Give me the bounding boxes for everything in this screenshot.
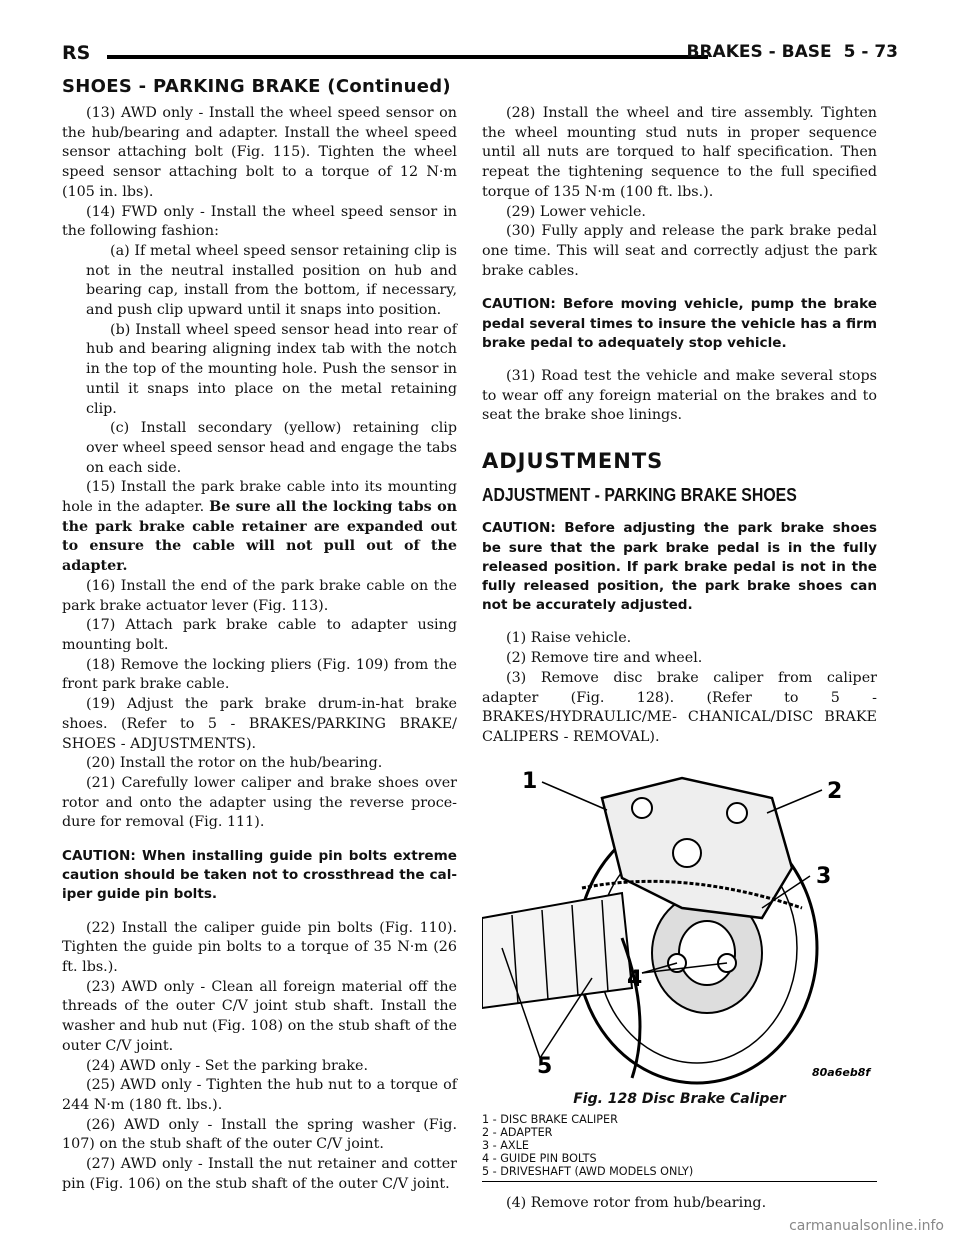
callout-1: 1 <box>522 768 538 794</box>
step-15 <box>62 478 457 577</box>
step-14: (14) FWD only - Install the wheel speed sensor in the following fashion: <box>62 203 457 240</box>
step-30: (30) Fully apply and release the park brake pedal one time. This will seat and correctly adjust the park brake cables. <box>482 223 877 279</box>
step-25: (25) AWD only - Tighten the hub nut to a torque of 244 N·m (180 ft. lbs.). <box>62 1077 457 1113</box>
header-section: BRAKES - BASE <box>686 42 832 62</box>
step-15-warning: Be sure all the locking tabs on the park brake cable retainer are expanded out to ensure the cable will not pull out of the adapter. <box>62 499 457 575</box>
step-24: (24) AWD only - Set the parking brake. <box>86 1057 369 1074</box>
step-27: (27) AWD only - Install the nut retainer and cotter pin (Fig. 106) on the stub shaft of the outer C/V joint. <box>62 1156 457 1192</box>
caution-park-brake-pedal: CAUTION: Before adjusting the park brake shoes be sure that the park brake pedal is in the fully released position. If park brake pedal is not in the fully released position, the park brake shoes can not be accurately adjusted. <box>482 520 877 614</box>
step-28: (28) Install the wheel and tire assembly. Tighten the wheel mounting stud nuts in proper sequence until all nuts are torqued to half specification. Then repeat the tightening sequence to the full specified torque of 135 N·m (100 ft. lbs.). <box>482 105 877 200</box>
page-header <box>62 40 898 70</box>
adj-step-1: (1) Raise vehicle. <box>506 630 632 647</box>
step-29: (29) Lower vehicle. <box>506 203 646 220</box>
step-16: (16) Install the end of the park brake cable on the park brake actuator lever (Fig. 113). <box>62 577 457 614</box>
section-continued-title: SHOES - PARKING BRAKE (Continued) <box>62 76 451 97</box>
step-31: (31) Road test the vehicle and make several stops to wear off any foreign material on the brakes and to seat the brake shoe linings. <box>482 367 877 424</box>
step-20: (20) Install the rotor on the hub/bearing. <box>86 755 383 772</box>
heading-adjustment-parking-brake-shoes: ADJUSTMENT - PARKING BRAKE SHOES <box>482 484 797 505</box>
heading-adjustments: ADJUSTMENTS <box>482 449 664 474</box>
figure-disc-brake-caliper <box>482 758 877 1088</box>
legend-item: 1 - DISC BRAKE CALIPER <box>482 1113 618 1127</box>
adj-step-2: (2) Remove tire and wheel. <box>506 650 703 667</box>
legend-item: 5 - DRIVESHAFT (AWD MODELS ONLY) <box>482 1165 694 1179</box>
figure-code: 80a6eb8f <box>812 1065 871 1079</box>
legend-item: 4 - GUIDE PIN BOLTS <box>482 1152 597 1166</box>
watermark: carmanualsonline.info <box>789 1218 944 1234</box>
caution-guide-pin: CAUTION: When installing guide pin bolts extreme caution should be taken not to crossthread the cal- iper guide pin bolts. <box>62 848 457 903</box>
step-23: (23) AWD only - Clean all foreign material off the threads of the outer C/V joint stub shaft. Install the washer and hub nut (Fig. 108) on the stub shaft of the outer C/V joint. <box>62 978 457 1054</box>
callout-5: 5 <box>537 1053 553 1079</box>
adj-step-3: (3) Remove disc brake caliper from caliper adapter (Fig. 128). (Refer to 5 - BRAKES/HYDRAULIC/ME- CHANICAL/DISC BRAKE CALIPERS - REMOVAL). <box>482 669 877 745</box>
step-14b: (b) Install wheel speed sensor head into rear of hub and bearing aligning index tab with the notch in the top of the mounting hole. Push the sensor in until it snaps into place on the metal retaining clip. <box>86 321 457 417</box>
step-18: (18) Remove the locking pliers (Fig. 109) from the front park brake cable. <box>62 656 457 693</box>
callout-2: 2 <box>827 778 843 804</box>
step-13: (13) AWD only - Install the wheel speed sensor on the hub/bearing and adapter. Install the wheel speed sensor attaching bolt (Fig. 115). Tighten the wheel speed sensor attaching bolt to a torque of 12 N·m (105 in. lbs). <box>62 105 457 200</box>
step-17: (17) Attach park brake cable to adapter using mounting bolt. <box>62 617 457 653</box>
right-column <box>482 104 877 1214</box>
step-19: (19) Adjust the park brake drum-in-hat brake shoes. (Refer to 5 - BRAKES/PARKING BRAKE/ SHOES - ADJUSTMENTS). <box>62 696 457 752</box>
header-model: RS <box>62 42 91 64</box>
step-14c: (c) Install secondary (yellow) retaining clip over wheel speed sensor head and engage the tabs on each side. <box>86 420 457 476</box>
callout-3: 3 <box>816 863 832 889</box>
caution-pump-brake: CAUTION: Before moving vehicle, pump the brake pedal several times to insure the vehicle has a firm brake pedal to adequately stop vehicle. <box>482 296 877 351</box>
left-column <box>62 104 457 1194</box>
legend-item: 3 - AXLE <box>482 1139 529 1153</box>
legend-item: 2 - ADAPTER <box>482 1126 553 1140</box>
adj-step-4: (4) Remove rotor from hub/bearing. <box>506 1195 767 1212</box>
step-22: (22) Install the caliper guide pin bolts (Fig. 110). Tighten the guide pin bolts to a torque of 35 N·m (26 ft. lbs.). <box>62 919 457 976</box>
header-right <box>675 42 899 62</box>
step-14a: (a) If metal wheel speed sensor retaining clip is not in the neutral installed position on hub and bearing cap, install from the bottom, if necessary, and push clip upward until it snaps into position. <box>86 242 457 319</box>
step-26: (26) AWD only - Install the spring washer (Fig. 107) on the stub shaft of the outer C/V joint. <box>62 1116 457 1153</box>
figure-legend <box>482 1113 877 1182</box>
header-page-number: 5 - 73 <box>843 42 898 62</box>
figure-caption: Fig. 128 Disc Brake Caliper <box>573 1090 786 1107</box>
header-rule <box>107 55 708 59</box>
step-15-text: (15) Install the park brake cable into its mounting hole in the adapter. <box>62 479 457 516</box>
step-21: (21) Carefully lower caliper and brake shoes over rotor and onto the adapter using the reverse proce- dure for removal (Fig. 111). <box>62 774 457 831</box>
disc-brake-caliper-illustration <box>482 758 877 1088</box>
callout-4: 4 <box>627 966 643 992</box>
